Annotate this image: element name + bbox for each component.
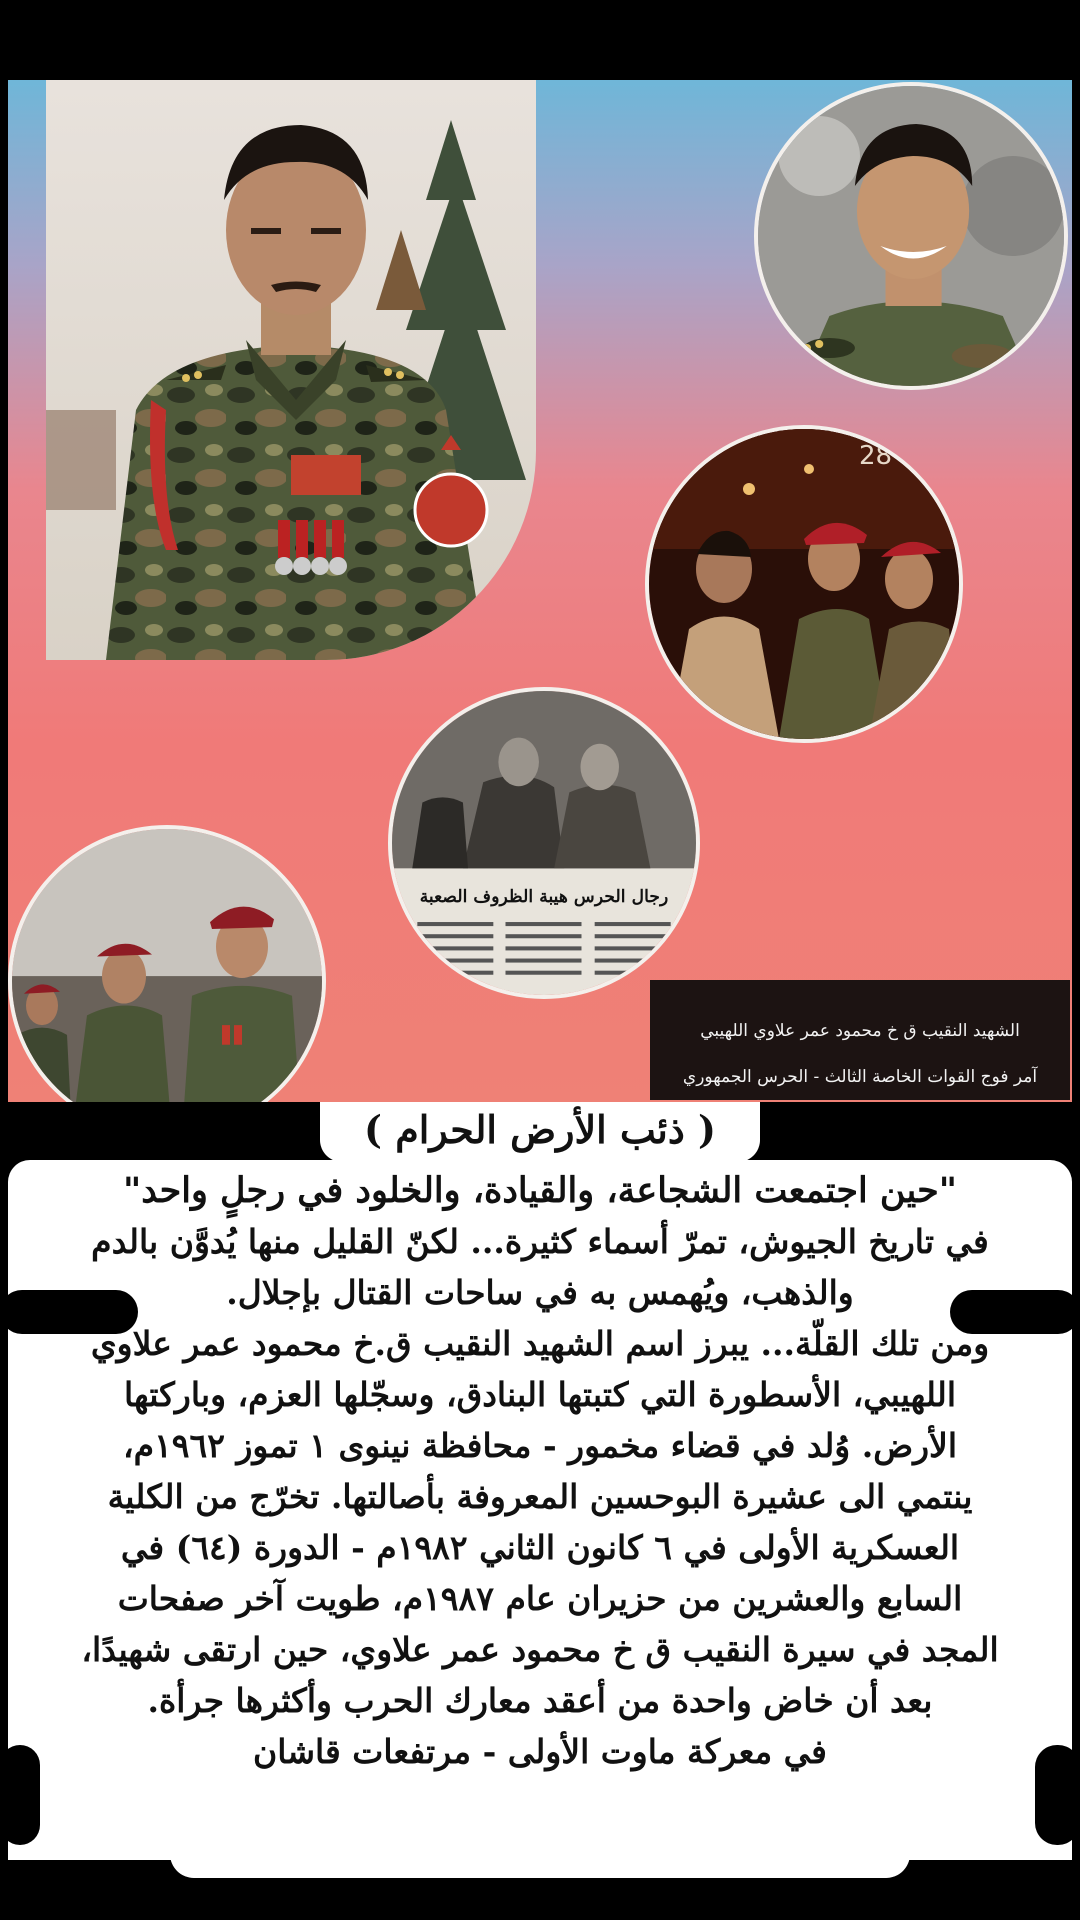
article-line: الأرض. وُلد في قضاء مخمور - محافظة نينوى ١ تموز ١٩٦٢م، bbox=[122, 1426, 958, 1465]
photo-number: 28 bbox=[859, 441, 893, 471]
caption-rank-line: آمر فوج القوات الخاصة الثالث - الحرس الجمهوري bbox=[682, 1067, 1038, 1087]
article-body bbox=[20, 1165, 1060, 1777]
photo-caption bbox=[650, 980, 1070, 1100]
frame-edge bbox=[0, 1102, 30, 1142]
bottom-text-pill bbox=[170, 1808, 910, 1878]
article-title: ( ذئب الأرض الحرام ) bbox=[320, 1102, 760, 1162]
article-quote: "حين اجتمعت الشجاعة، والقيادة، والخلود في رجلٍ واحد" bbox=[123, 1170, 957, 1211]
article-line: ينتمي الى عشيرة البوحسين المعروفة بأصالتها. تخرّج من الكلية bbox=[107, 1477, 973, 1516]
newspaper-headline: رجال الحرس هيبة الظروف الصعبة bbox=[419, 886, 669, 907]
smiling-portrait-photo bbox=[754, 82, 1068, 390]
article-last-line: في معركة ماوت الأولى - مرتفعات قاشان bbox=[253, 1732, 827, 1771]
article-line: السابع والعشرين من حزيران عام ١٩٨٧م، طويت آخر صفحات bbox=[117, 1579, 963, 1618]
medal-ceremony-photo bbox=[645, 425, 963, 743]
article-line: اللهيبي، الأسطورة التي كتبتها البنادق، وسجّلها العزم، وباركتها bbox=[123, 1375, 957, 1414]
photo-collage bbox=[8, 80, 1072, 1102]
article-line: والذهب، ويُهمس به في ساحات القتال بإجلال. bbox=[226, 1273, 854, 1312]
seated-officers-photo bbox=[8, 825, 326, 1102]
main-portrait-photo bbox=[46, 80, 536, 660]
article-line: المجد في سيرة النقيب ق خ محمود عمر علاوي، حين ارتقى شهيدًا، bbox=[81, 1630, 999, 1669]
caption-name-line: الشهيد النقيب ق خ محمود عمر علاوي اللهيبي bbox=[700, 1021, 1020, 1041]
article-line: العسكرية الأولى في ٦ كانون الثاني ١٩٨٢م - الدورة (٦٤) في bbox=[120, 1528, 960, 1567]
article-line: في تاريخ الجيوش، تمرّ أسماء كثيرة... لكنّ القليل منها يُدوَّن بالدم bbox=[91, 1222, 989, 1261]
article-line: ومن تلك القلّة... يبرز اسم الشهيد النقيب ق.خ محمود عمر علاوي bbox=[90, 1324, 990, 1363]
article-line: بعد أن خاض واحدة من أعقد معارك الحرب وأكثرها جرأة. bbox=[147, 1681, 933, 1720]
newspaper-clipping-photo bbox=[388, 687, 700, 999]
